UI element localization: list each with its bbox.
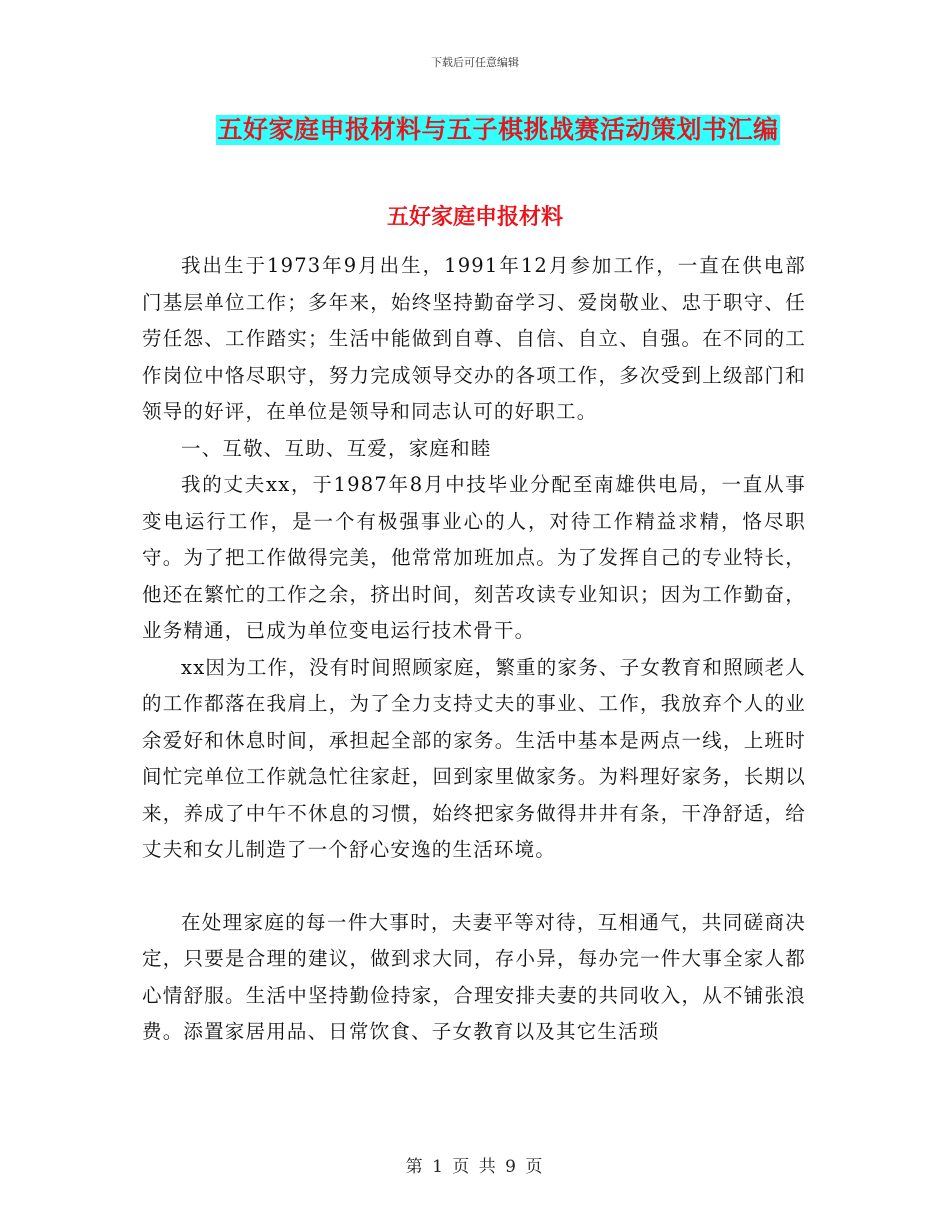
header-note: 下载后可任意编辑 (431, 56, 519, 69)
paragraph: 我的丈夫xx，于1987年8月中技毕业分配至南雄供电局，一直从事变电运行工作，是一个有极强事业心的人，对待工作精益求精，恪尽职守。为了把工作做得完美，他常常加班加点。为了发挥自己的专业特长，他还在繁忙的工作之余，挤出时间，刻苦攻读专业知识；因为工作勤奋，业务精通，已成为单位变电运行技术骨干。 (142, 473, 806, 642)
document-body (142, 248, 806, 1051)
document-title: 五好家庭申报材料与五子棋挑战赛活动策划书汇编 (217, 115, 779, 144)
section-title: 五好家庭申报材料 (386, 204, 563, 230)
document-title-container (0, 115, 950, 145)
paragraph: 我出生于1973年9月出生，1991年12月参加工作，一直在供电部门基层单位工作；多年来，始终坚持勤奋学习、爱岗敬业、忠于职守、任劳任怨、工作踏实；生活中能做到自尊、自信、自立、自强。在不同的工作岗位中恪尽职守，努力完成领导交办的各项工作，多次受到上级部门和领导的好评，在单位是领导和同志认可的好职工。 (142, 254, 806, 423)
paragraph: 在处理家庭的每一件大事时，夫妻平等对待，互相通气，共同磋商决定，只要是合理的建议，做到求大同，存小异，每办完一件大事全家人都心情舒服。生活中坚持勤俭持家，合理安排夫妻的共同收入，从不铺张浪费。添置家居用品、日常饮食、子女教育以及其它生活琐 (142, 910, 806, 1043)
page-footer: 第 1 页 共 9 页 (405, 1157, 545, 1177)
paragraph: xx因为工作，没有时间照顾家庭，繁重的家务、子女教育和照顾老人的工作都落在我肩上，为了全力支持丈夫的事业、工作，我放弃个人的业余爱好和休息时间，承担起全部的家务。生活中基本是两点一线，上班时间忙完单位工作就急忙往家赶，回到家里做家务。为料理好家务，长期以来，养成了中午不休息的习惯，始终把家务做得井井有条，干净舒适，给丈夫和女儿制造了一个舒心安逸的生活环境。 (142, 655, 806, 861)
subheading: 一、互敬、互助、互爱，家庭和睦 (181, 436, 492, 460)
